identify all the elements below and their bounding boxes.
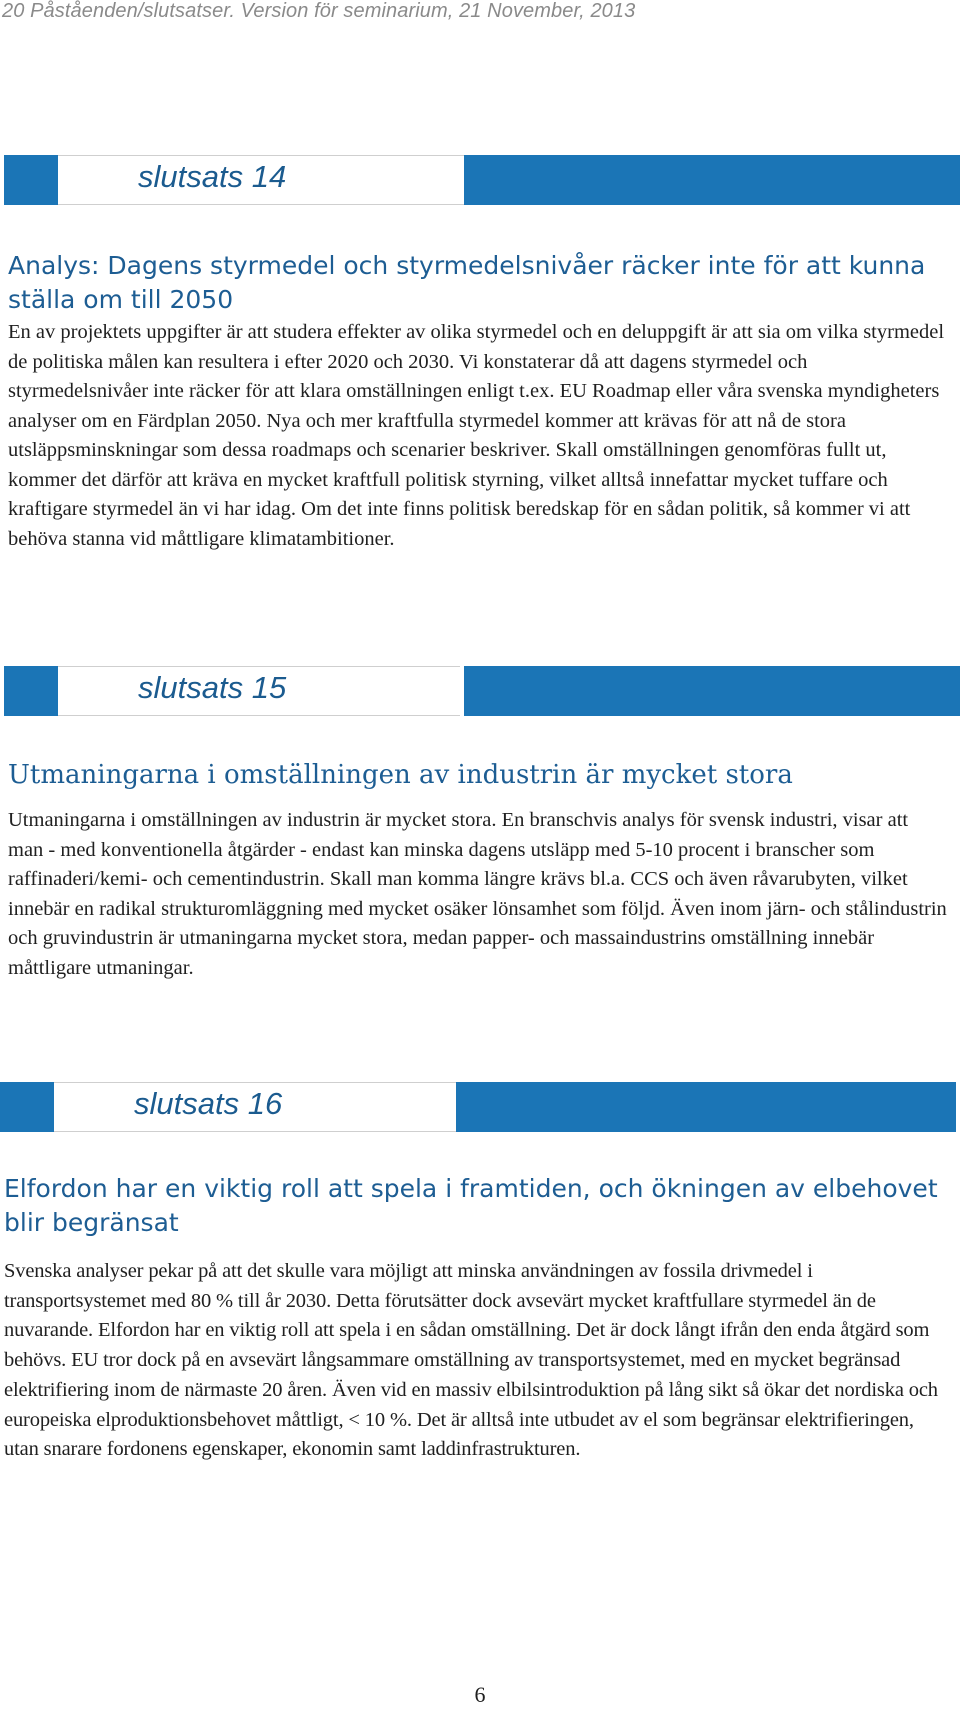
page-number: 6 [474, 1682, 486, 1707]
banner-right-block [456, 1082, 956, 1132]
section-heading: Utmaningarna i omställningen av industrin är mycket stora [8, 760, 793, 790]
section-body: Utmaningarna i omställningen av industrin är mycket stora. En branschvis analys för svensk industri, visar att man - med konventionella åtgärder - endast kan minska dagens utsläpp med 5-10 procent i branscher som raffinaderi/kemi- och cementindustrin. Skall man komma längre krävs bl.a. CCS och även råvarubyten, vilket innebär en radikal strukturomläggning med mycket osäker lönsamhet som följd. Även inom järn- och stålindustrin och gruvindustrin är utmaningarna mycket stora, medan papper- och massaindustrins omställning innebär måttligare utmaningar. [8, 809, 947, 979]
banner-right-block [464, 666, 960, 716]
banner-slutsats-16 [0, 1082, 956, 1132]
banner-label: slutsats 15 [138, 670, 287, 705]
banner-label: slutsats 16 [134, 1086, 283, 1121]
banner-slutsats-14 [4, 155, 960, 205]
banner-label: slutsats 14 [138, 159, 287, 194]
banner-left-block [4, 155, 58, 205]
section-body: Svenska analyser pekar på att det skulle vara möjligt att minska användningen av fossila drivmedel i transportsystemet med 80 % till år 2030. Detta förutsätter dock avsevärt mycket kraftfullare styrmedel än de nuvarande. Elfordon har en viktig roll att spela i en sådan omställning. Det är dock långt ifrån den enda åtgärd som behövs. EU tror dock på en avsevärt långsammare omställning av transportsystemet, med en mycket begränsad elektrifiering inom de närmaste 20 åren. Även vid en massiv elbilsintroduktion på lång sikt så ökar det nordiska och europeiska elproduktionsbehovet måttligt, < 10 %. Det är alltså inte utbudet av el som begränsar elektrifieringen, utan snarare fordonens egenskaper, ekonomin samt laddinfrastrukturen. [4, 1260, 938, 1461]
banner-left-block [4, 666, 58, 716]
banner-left-block [0, 1082, 54, 1132]
section-heading: Elfordon har en viktig roll att spela i framtiden, och ökningen av elbehovet blir begränsat [4, 1174, 938, 1237]
banner-right-block [464, 155, 960, 205]
banner-slutsats-15 [4, 666, 960, 716]
section-heading: Analys: Dagens styrmedel och styrmedelsnivåer räcker inte för att kunna ställa om till 2050 [8, 251, 926, 314]
running-head: 20 Påståenden/slutsatser. Version för seminarium, 21 November, 2013 [2, 0, 636, 22]
section-body: En av projektets uppgifter är att studera effekter av olika styrmedel och en deluppgift är att sia om vilka styrmedel de politiska målen kan resultera i efter 2020 och 2030. Vi konstaterar då att dagens styrmedel och styrmedelsnivåer inte räcker för att klara omställningen enligt t.ex. EU Roadmap eller våra svenska myndigheters analyser om en Färdplan 2050. Nya och mer kraftfulla styrmedel kommer att krävas för att nå de stora utsläppsminskningar som dessa roadmaps och scenarier beskriver. Skall omställningen genomföras fullt ut, kommer det därför att kräva en mycket kraftfull politisk styrning, vilket alltså innefattar mycket tuffare och kraftigare styrmedel än vi har idag. Om det inte finns politisk beredskap för en sådan politik, så kommer vi att behöva stanna vid måttligare klimatambitioner. [8, 321, 945, 550]
